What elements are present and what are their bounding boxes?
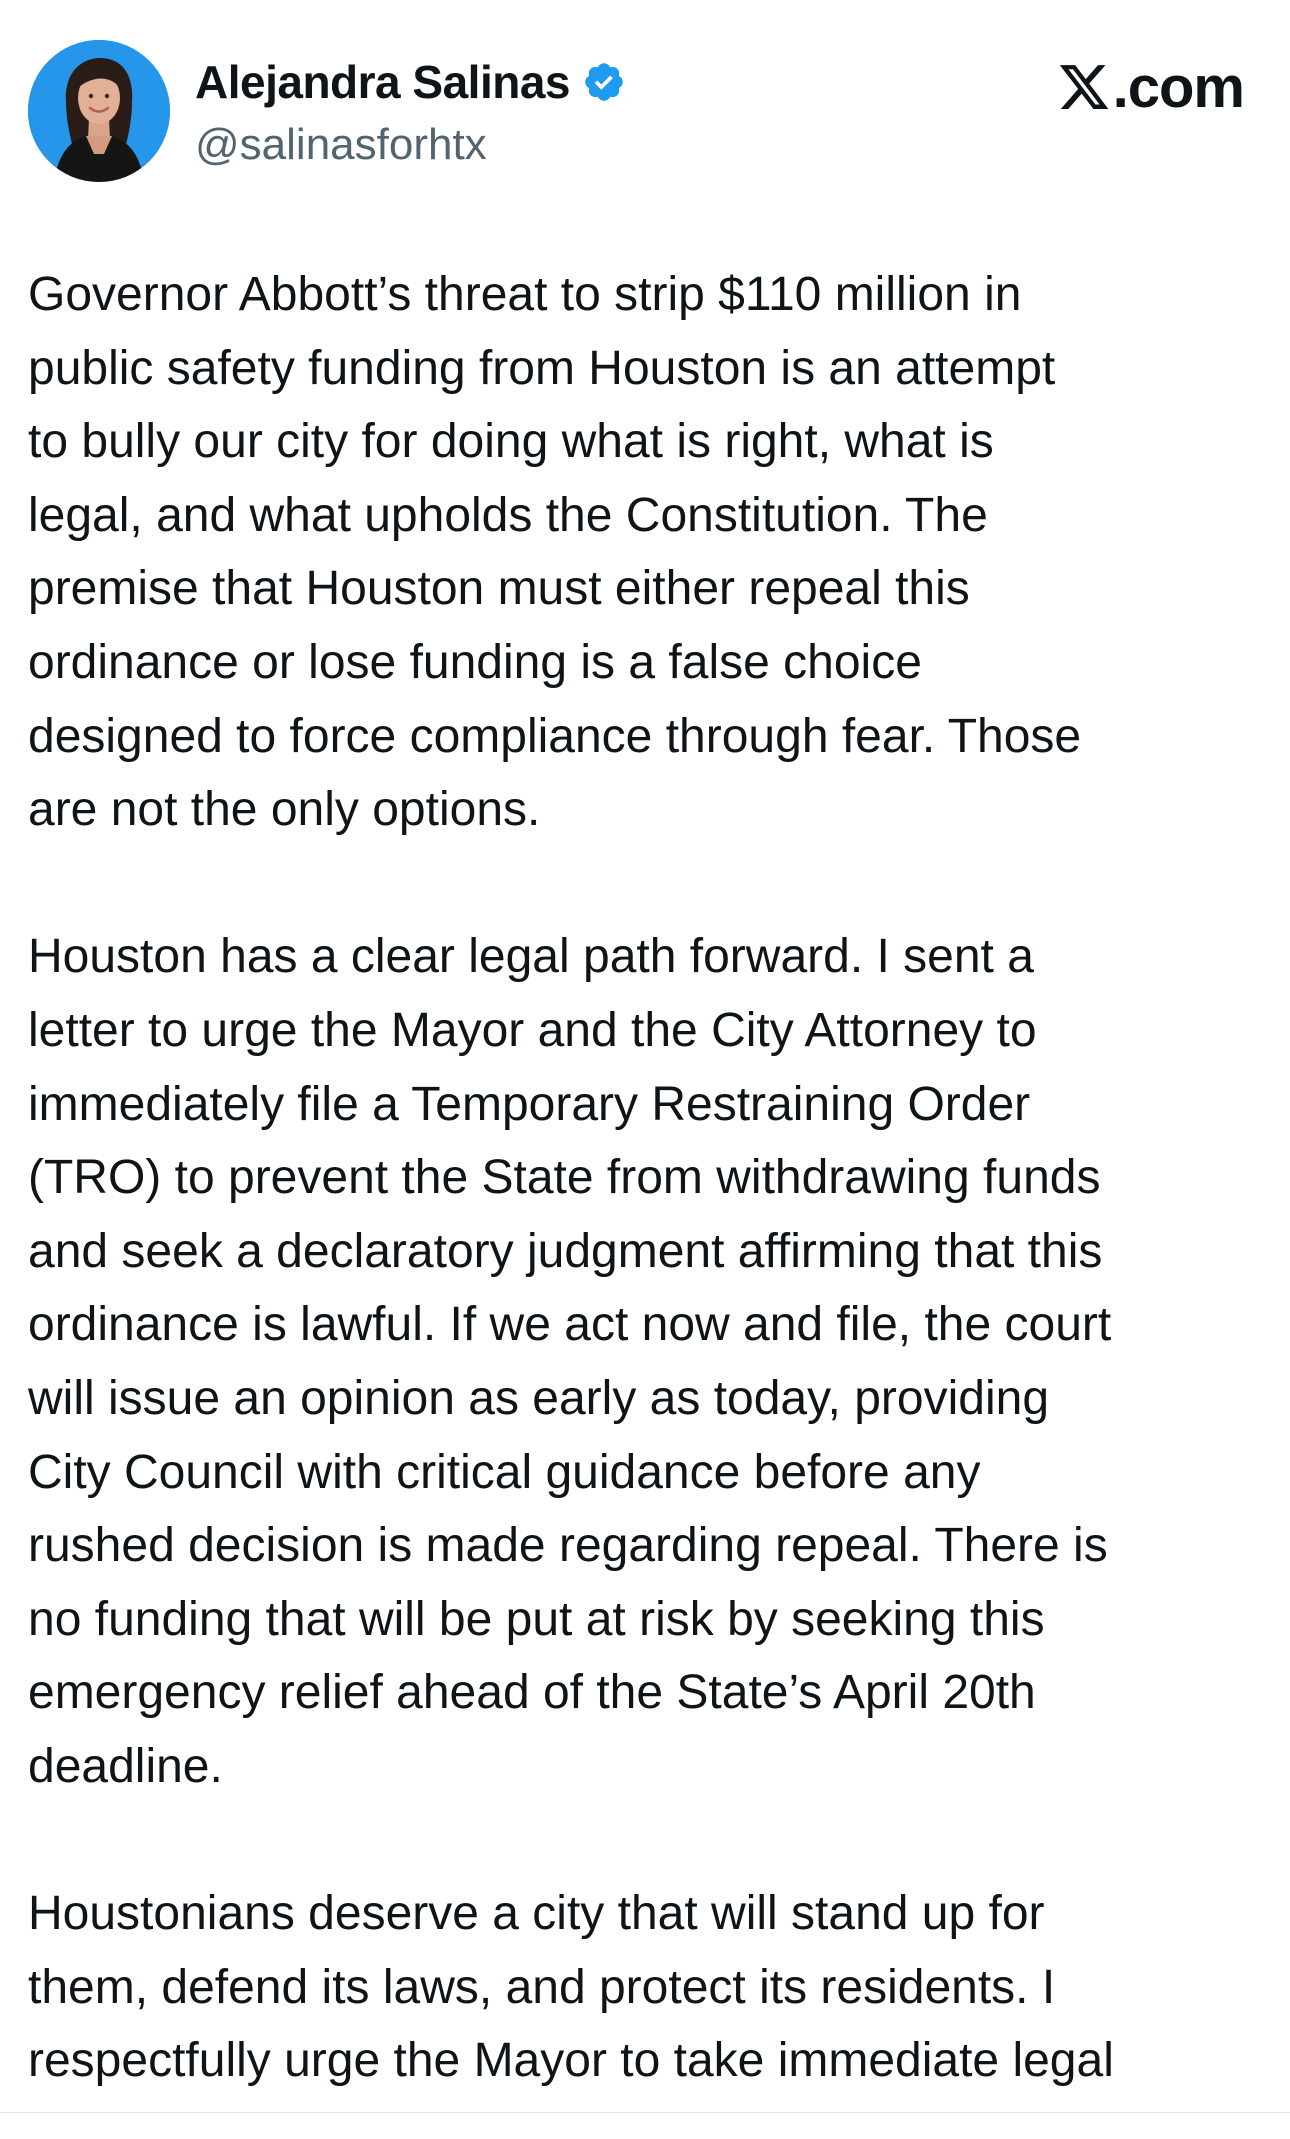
avatar[interactable] <box>28 40 170 182</box>
post-text <box>28 258 1268 2098</box>
post-paragraph-1: Governor Abbott’s threat to strip $110 million in public safety funding from Houston is an attempt to bully our city for doing what is right, what is legal, and what upholds the Constitution. The premise that Houston must either repeal this ordinance or lose funding is a false choice designed to force compliance through fear. Those are not the only options. <box>28 268 1082 837</box>
user-handle[interactable]: @salinasforhtx <box>195 120 487 169</box>
name-row <box>195 54 626 110</box>
profile-photo-icon <box>28 40 170 182</box>
brand-watermark <box>1057 52 1244 122</box>
verified-badge-icon <box>582 60 626 104</box>
post-paragraph-3: Houstonians deserve a city that will stand up for them, defend its laws, and protect its residents. I respectfully urge the Mayor to take immediate legal <box>28 1887 1114 2088</box>
brand-suffix: .com <box>1112 54 1244 120</box>
display-name[interactable]: Alejandra Salinas <box>195 56 570 108</box>
post-header <box>28 40 1262 185</box>
post-paragraph-2: Houston has a clear legal path forward. I sent a letter to urge the Mayor and the City Attorney to immediately file a Temporary Restraining Order (TRO) to prevent the State from withdrawing funds and seek a declaratory judgment affirming that this ordinance is lawful. If we act now and file, the court will issue an opinion as early as today, providing City Council with critical guidance before any rushed decision is made regarding repeal. There is no funding that will be put at risk by seeking this emergency relief ahead of the State’s April 20th deadline. <box>28 930 1112 1793</box>
divider <box>0 2112 1290 2113</box>
x-logo-icon <box>1057 60 1111 114</box>
